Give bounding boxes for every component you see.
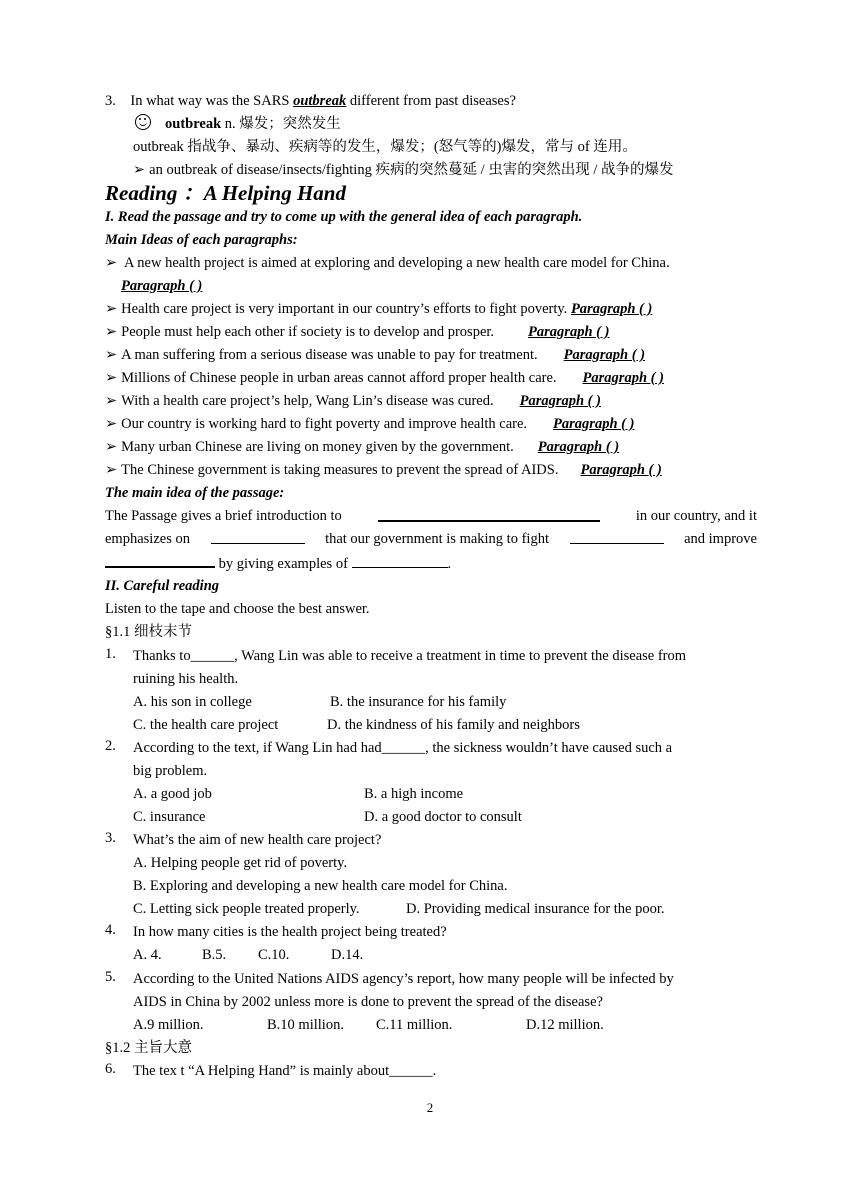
answer-blank[interactable] — [105, 552, 215, 568]
question-text: What’s the aim of new health care project? — [133, 832, 382, 848]
option-a[interactable]: A. a good job — [133, 786, 212, 802]
section-heading: §1.2 主旨大意 — [105, 1040, 192, 1056]
main-idea-text: Many urban Chinese are living on money given by the government. — [121, 439, 514, 455]
arrow-bullet-icon: ➢ — [105, 462, 118, 478]
option-d[interactable]: D. a good doctor to consult — [364, 809, 522, 825]
option-a[interactable]: A. 4. — [133, 947, 162, 963]
arrow-bullet-icon: ➢ — [105, 301, 118, 317]
main-idea-item — [105, 460, 757, 480]
intro-question-text-end: different from past diseases? — [346, 93, 516, 109]
arrow-bullet-icon: ➢ — [105, 393, 118, 409]
question-text-cont: AIDS in China by 2002 unless more is done to prevent the spread of the disease? — [133, 994, 603, 1010]
main-idea-item — [105, 299, 757, 319]
smiley-icon — [135, 114, 151, 130]
instruction: Listen to the tape and choose the best answer. — [105, 601, 370, 617]
paragraph-tag-text: Paragraph ( ) — [121, 278, 203, 294]
task-one-heading: I. Read the passage and try to come up with the general idea of each paragraph. — [105, 209, 583, 225]
arrow-bullet-icon: ➢ — [105, 370, 118, 386]
paragraph-tag-text: Paragraph ( ) — [580, 462, 662, 478]
intro-question-text: In what way was the SARS — [130, 93, 294, 109]
option-a[interactable]: A. Helping people get rid of poverty. — [133, 855, 348, 871]
summary-text: by giving examples of — [218, 556, 348, 572]
summary-text: emphasizes on — [105, 531, 190, 547]
summary-text: . — [447, 556, 452, 572]
main-idea-item — [105, 345, 757, 365]
option-c[interactable]: C. the health care project — [133, 717, 279, 733]
option-d[interactable]: D.12 million. — [526, 1017, 604, 1033]
main-idea-item — [105, 322, 757, 342]
main-idea-text: Health care project is very important in our country’s efforts to fight poverty. — [121, 301, 568, 317]
option-b[interactable]: B. the insurance for his family — [330, 694, 507, 710]
intro-question — [105, 91, 757, 111]
option-b[interactable]: B.10 million. — [267, 1017, 344, 1033]
main-idea-text: A new health project is aimed at exploring and developing a new health care model for China. — [123, 255, 670, 271]
paragraph-tag-text: Paragraph ( ) — [582, 370, 664, 386]
question-line: According to the text, if Wang Lin had had______, the sickness wouldn’t have caused such a — [133, 740, 673, 756]
question-number: 5. — [105, 969, 116, 985]
summary-text: that our government is making to fight — [325, 531, 549, 547]
options-row — [133, 692, 757, 712]
summary-line-2 — [105, 529, 757, 549]
main-idea-item — [105, 253, 757, 273]
main-idea-item — [105, 391, 757, 411]
option-c[interactable]: C.10. — [258, 947, 290, 963]
question-text-cont: ruining his health. — [133, 671, 239, 687]
arrow-bullet-icon: ➢ — [105, 347, 118, 363]
option-d[interactable]: D. the kindness of his family and neighbors — [327, 717, 580, 733]
options-row — [133, 715, 757, 735]
main-idea-item — [105, 368, 757, 388]
paragraph-tag-text: Paragraph ( ) — [537, 439, 620, 455]
question-text-cont: big problem. — [133, 763, 208, 779]
question-number: 1. — [105, 646, 116, 662]
main-idea-text: With a health care project’s help, Wang Lin’s disease was cured. — [121, 393, 494, 409]
passage-main-idea-heading: The main idea of the passage: — [105, 485, 285, 501]
option-c[interactable]: C.11 million. — [376, 1017, 453, 1033]
vocab-definition: n. 爆发；突然发生 — [221, 116, 341, 132]
option-a[interactable]: A.9 million. — [133, 1017, 204, 1033]
option-d[interactable]: D.14. — [331, 947, 364, 963]
arrow-bullet-icon: ➢ — [133, 162, 146, 178]
vocab-example-text: an outbreak of disease/insects/fighting 疾病的突然蔓延 / 虫害的突然出现 / 战争的爆发 — [149, 162, 674, 178]
question-text: The tex t “A Helping Hand” is mainly about______. — [133, 1063, 437, 1079]
main-ideas-heading: Main Ideas of each paragraphs: — [105, 232, 298, 248]
answer-blank[interactable] — [378, 506, 600, 522]
option-a[interactable]: A. his son in college — [133, 694, 252, 710]
vocab-usage: outbreak 指战争、暴动、疾病等的发生，爆发；(怒气等的)爆发，常与 of 连用。 — [133, 139, 637, 155]
main-idea-text: A man suffering from a serious disease was unable to pay for treatment. — [121, 347, 538, 363]
arrow-bullet-icon: ➢ — [105, 255, 118, 271]
careful-reading-heading: II. Careful reading — [105, 578, 220, 594]
arrow-bullet-icon: ➢ — [105, 416, 118, 432]
keyword-outbreak: outbreak — [293, 93, 347, 109]
main-idea-text: Millions of Chinese people in urban areas cannot afford proper health care. — [121, 370, 557, 386]
options-row — [133, 784, 757, 804]
option-d[interactable]: D. Providing medical insurance for the poor. — [406, 901, 665, 917]
paragraph-tag-text: Paragraph ( ) — [528, 324, 610, 340]
summary-line-1 — [105, 506, 757, 526]
option-b[interactable]: B. a high income — [364, 786, 464, 802]
paragraph-tag — [121, 276, 773, 296]
section-heading: §1.1 细枝末节 — [105, 624, 192, 640]
question-text — [133, 969, 757, 989]
intro-question-number: 3. — [105, 93, 116, 109]
answer-blank[interactable] — [352, 553, 448, 568]
question-number: 4. — [105, 922, 116, 938]
paragraph-tag-text: Paragraph ( ) — [570, 301, 653, 317]
question-text — [133, 738, 757, 758]
vocab-example — [133, 160, 785, 180]
option-c[interactable]: C. Letting sick people treated properly. — [133, 901, 360, 917]
question-number: 2. — [105, 738, 116, 754]
options-row — [133, 899, 757, 919]
arrow-bullet-icon: ➢ — [105, 439, 118, 455]
page-number: 2 — [426, 1100, 434, 1115]
reading-title: Reading ：A Helping Hand — [105, 181, 346, 205]
main-idea-item — [105, 437, 757, 457]
question-line: Thanks to______, Wang Lin was able to receive a treatment in time to prevent the disease from — [133, 648, 687, 664]
vocab-word: outbreak — [165, 116, 222, 132]
question-text — [133, 646, 757, 666]
summary-text: and improve — [684, 531, 757, 547]
answer-blank[interactable] — [211, 529, 305, 544]
answer-blank[interactable] — [570, 529, 664, 544]
summary-text: in our country, and it — [635, 508, 757, 524]
main-idea-text: People must help each other if society is to develop and prosper. — [121, 324, 495, 340]
question-text: In how many cities is the health project being treated? — [133, 924, 447, 940]
main-idea-text: Our country is working hard to fight poverty and improve health care. — [121, 416, 528, 432]
paragraph-tag-text: Paragraph ( ) — [553, 416, 635, 432]
options-row — [133, 807, 757, 827]
option-c[interactable]: C. insurance — [133, 809, 206, 825]
vocab-entry — [105, 114, 757, 134]
paragraph-tag-text: Paragraph ( ) — [519, 393, 601, 409]
arrow-bullet-icon: ➢ — [105, 324, 118, 340]
main-idea-text: The Chinese government is taking measures to prevent the spread of AIDS. — [121, 462, 559, 478]
question-line: According to the United Nations AIDS agency’s report, how many people will be infected by — [133, 971, 674, 987]
question-number: 6. — [105, 1061, 116, 1077]
option-b[interactable]: B. Exploring and developing a new health care model for China. — [133, 878, 508, 894]
summary-text: The Passage gives a brief introduction to — [105, 508, 342, 524]
paragraph-tag-text: Paragraph ( ) — [563, 347, 646, 363]
question-number: 3. — [105, 830, 116, 846]
option-b[interactable]: B.5. — [202, 947, 227, 963]
options-row — [133, 1015, 757, 1035]
summary-line-3 — [105, 552, 757, 574]
options-row — [133, 945, 757, 965]
main-idea-item — [105, 414, 757, 434]
